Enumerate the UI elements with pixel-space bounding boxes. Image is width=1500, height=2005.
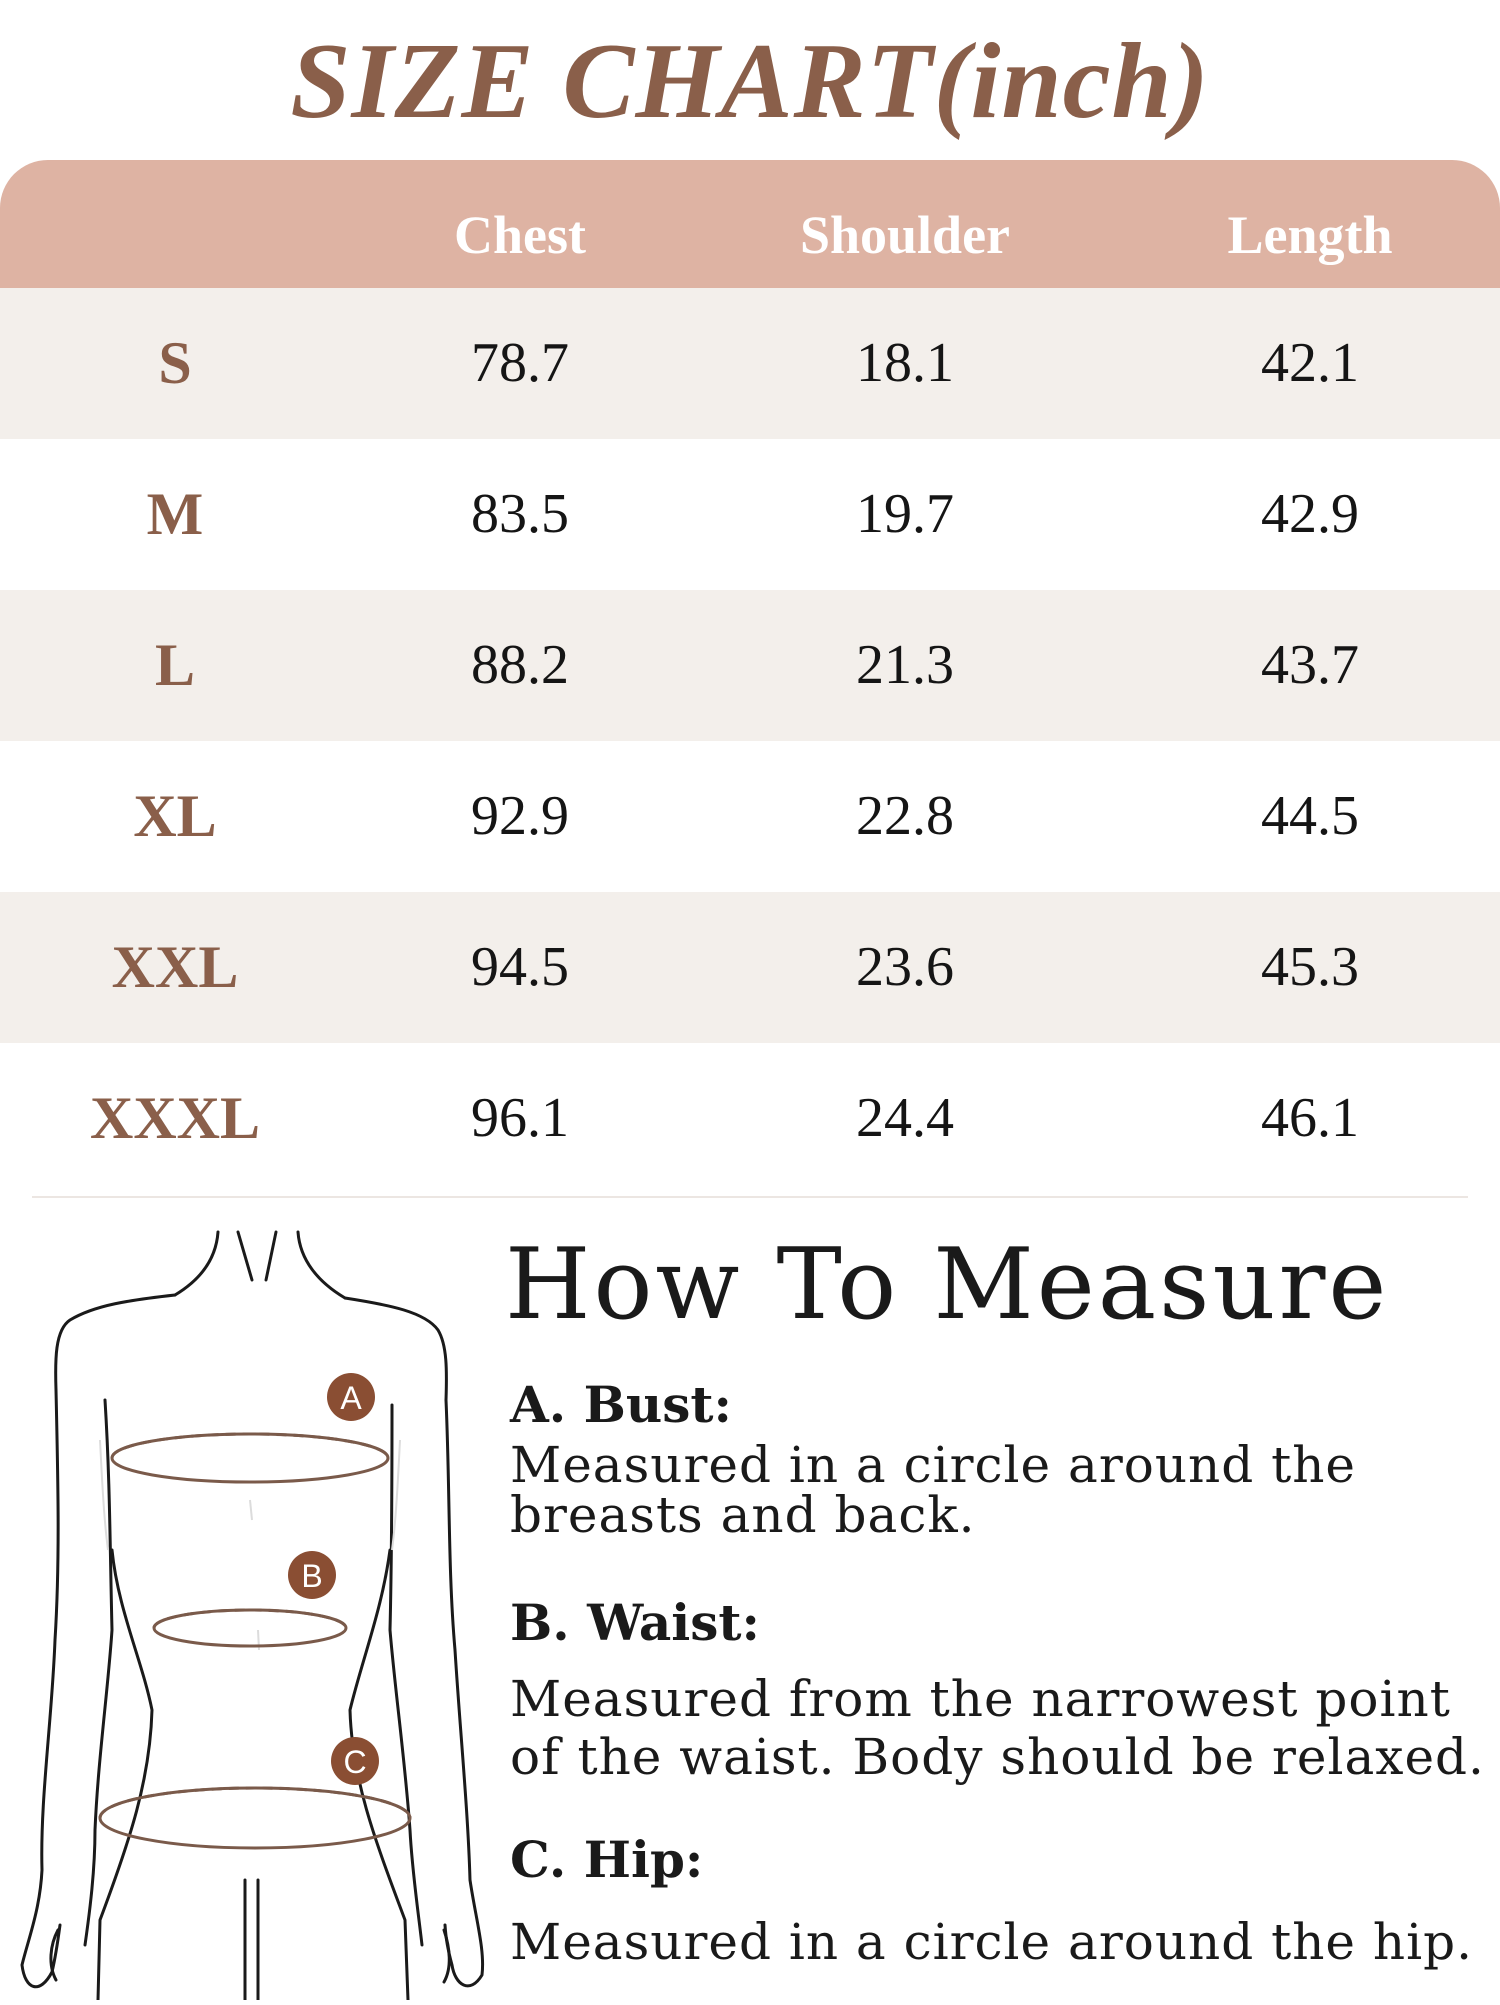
marker-c-label: C	[343, 1744, 367, 1780]
shoulder-value: 18.1	[856, 332, 954, 394]
length-value: 43.7	[1261, 634, 1359, 696]
size-label: XL	[133, 783, 217, 849]
column-header-shoulder: Shoulder	[799, 205, 1011, 265]
table-row	[0, 590, 1500, 741]
size-label: M	[146, 481, 204, 547]
column-header-length: Length	[1227, 205, 1393, 265]
bust-description-line2: breasts and back.	[510, 1486, 976, 1544]
how-to-measure-section	[505, 1225, 1495, 1971]
chest-value: 88.2	[471, 634, 569, 696]
length-value: 42.1	[1261, 332, 1359, 394]
shoulder-value: 21.3	[856, 634, 954, 696]
shoulder-value: 24.4	[856, 1087, 954, 1149]
waist-description-line2: of the waist. Body should be relaxed.	[510, 1728, 1485, 1786]
section-divider	[32, 1196, 1468, 1198]
table-header	[0, 160, 1500, 288]
length-value: 46.1	[1261, 1087, 1359, 1149]
chest-value: 92.9	[471, 785, 569, 847]
chest-value: 83.5	[471, 483, 569, 545]
bust-label: A. Bust:	[510, 1375, 732, 1434]
size-label: XXL	[111, 934, 239, 1000]
marker-a	[327, 1373, 375, 1421]
shoulder-value: 23.6	[856, 936, 954, 998]
marker-a-label: A	[340, 1380, 362, 1416]
length-value: 42.9	[1261, 483, 1359, 545]
body-measurement-illustration	[0, 1220, 500, 2000]
size-label: L	[154, 632, 196, 698]
shoulder-value: 19.7	[856, 483, 954, 545]
table-row	[0, 1043, 1500, 1194]
length-value: 45.3	[1261, 936, 1359, 998]
waist-description-line1: Measured from the narrowest point	[510, 1670, 1451, 1728]
length-value: 44.5	[1261, 785, 1359, 847]
size-table	[0, 160, 1500, 1194]
marker-c	[331, 1737, 379, 1785]
body-outline-icon	[0, 1220, 500, 2000]
column-header-chest: Chest	[454, 205, 586, 265]
bust-description-line1: Measured in a circle around the	[510, 1436, 1357, 1494]
shoulder-value: 22.8	[856, 785, 954, 847]
chest-value: 78.7	[471, 332, 569, 394]
chest-value: 96.1	[471, 1087, 569, 1149]
size-label: XXXL	[89, 1085, 260, 1151]
waist-label: B. Waist:	[510, 1593, 760, 1652]
table-row	[0, 439, 1500, 590]
marker-b	[288, 1551, 336, 1599]
table-row	[0, 892, 1500, 1043]
table-row	[0, 741, 1500, 892]
hip-label: C. Hip:	[510, 1830, 704, 1889]
hip-description: Measured in a circle around the hip.	[510, 1913, 1474, 1971]
table-row	[0, 288, 1500, 439]
marker-b-label: B	[301, 1558, 323, 1594]
section-heading: How To Measure	[505, 1228, 1390, 1342]
page-title: SIZE CHART(inch)	[290, 22, 1210, 141]
chest-value: 94.5	[471, 936, 569, 998]
size-label: S	[158, 330, 192, 396]
